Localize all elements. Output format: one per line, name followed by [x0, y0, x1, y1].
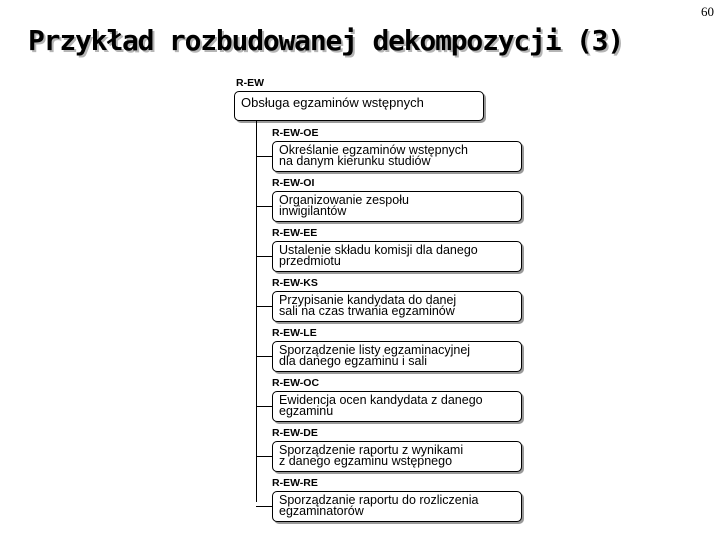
child-box-line: z danego egzaminu wstępnego — [279, 454, 453, 468]
branch-connector-line — [256, 206, 272, 207]
child-box-line: przedmiotu — [279, 254, 341, 268]
child-code-label: R-EW-OE — [272, 127, 319, 139]
child-code-label: R-EW-LE — [272, 327, 317, 339]
child-code-label: R-EW-RE — [272, 477, 318, 489]
child-code-label: R-EW-EE — [272, 227, 318, 239]
branch-connector-line — [256, 406, 272, 407]
child-box-line: Określanie egzaminów wstępnych — [279, 143, 468, 157]
child-box — [272, 191, 522, 222]
child-box-line: Sporządzenie raportu z wynikami — [279, 443, 464, 457]
page-number: 60 — [701, 4, 714, 19]
child-box — [272, 341, 522, 372]
child-code-label: R-EW-DE — [272, 427, 318, 439]
child-code-label: R-EW-KS — [272, 277, 318, 289]
slide-title: Przykład rozbudowanej dekompozycji (3) — [28, 24, 623, 57]
child-box-line: Ustalenie składu komisji dla danego — [279, 243, 478, 257]
root-box-label: Obsługa egzaminów wstępnych — [241, 95, 424, 110]
child-box-line: egzaminatorów — [279, 504, 364, 518]
child-box-line: Sporządzenie listy egzaminacyjnej — [279, 343, 471, 357]
child-box-line: Ewidencja ocen kandydata z danego — [279, 393, 483, 407]
child-box — [272, 441, 522, 472]
branch-connector-line — [256, 256, 272, 257]
branch-connector-line — [256, 456, 272, 457]
root-code-label: R-EW — [236, 77, 264, 89]
child-box — [272, 241, 522, 272]
child-box — [272, 291, 522, 322]
child-box — [272, 391, 522, 422]
child-box-line: egzaminu — [279, 404, 334, 418]
child-box — [272, 141, 522, 172]
child-code-label: R-EW-OI — [272, 177, 315, 189]
branch-connector-line — [256, 156, 272, 157]
child-box-line: na danym kierunku studiów — [279, 154, 431, 168]
child-box-line: dla danego egzaminu i sali — [279, 354, 428, 368]
child-box-line: sali na czas trwania egzaminów — [279, 304, 455, 318]
child-box-line: Sporządzanie raportu do rozliczenia — [279, 493, 479, 507]
child-box-line: Przypisanie kandydata do danej — [279, 293, 457, 307]
child-box-line: Organizowanie zespołu — [279, 193, 409, 207]
branch-connector-line — [256, 506, 272, 507]
tree-trunk-line — [256, 121, 257, 502]
branch-connector-line — [256, 306, 272, 307]
child-box-line: inwigilantów — [279, 204, 347, 218]
root-box — [234, 91, 484, 121]
child-box — [272, 491, 522, 522]
child-code-label: R-EW-OC — [272, 377, 320, 389]
branch-connector-line — [256, 356, 272, 357]
